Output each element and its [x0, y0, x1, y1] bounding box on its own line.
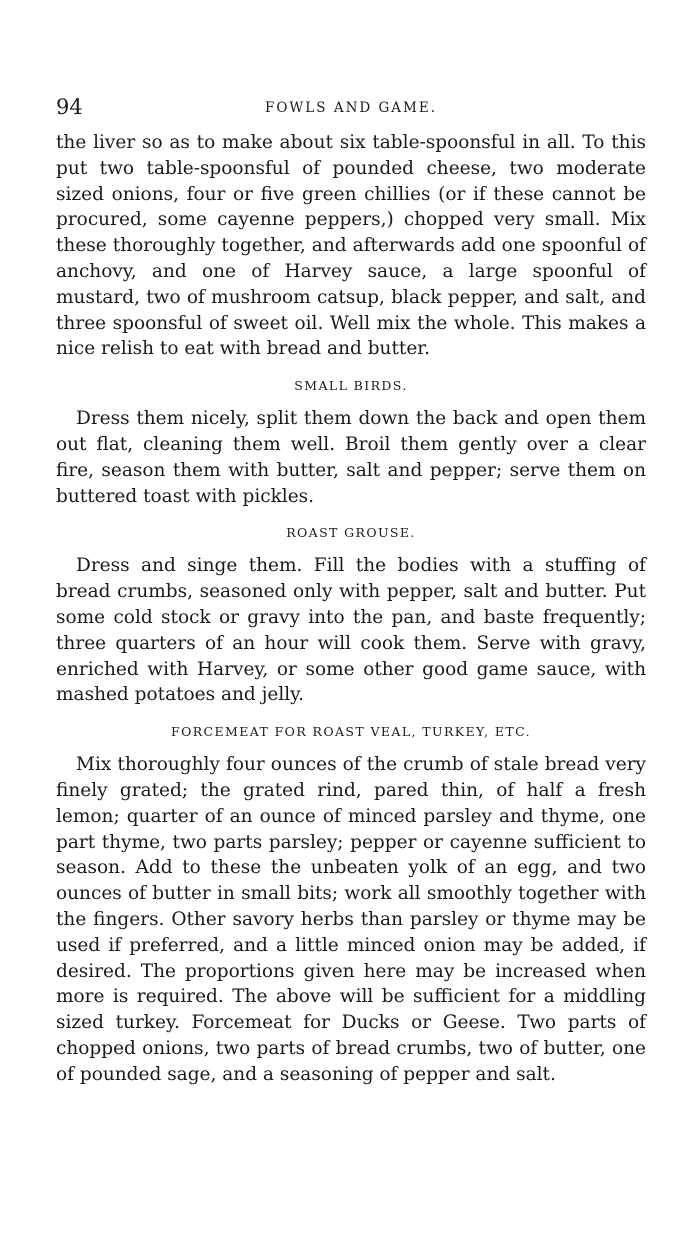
section-heading-roast-grouse: ROAST GROUSE.	[286, 525, 416, 541]
section-heading-small-birds: SMALL BIRDS.	[294, 378, 408, 394]
running-title: FOWLS AND GAME.	[265, 100, 437, 116]
recipe-paragraph-roast-grouse: Dress and singe them. Fill the bodies with a stuffing of bread crumbs, seasoned only with pepper, salt and butter. Put some cold stock or gravy into the pan, and baste frequently; three quarters of an hour will cook them. Serve with gravy, enriched with Harvey, or some other good game sauce, with mashed potatoes and jelly.	[56, 555, 646, 706]
recipe-paragraph-forcemeat: Mix thoroughly four ounces of the crumb of stale bread very finely grated; the grated rind, pared thin, of half a fresh lemon; quarter of an ounce of minced parsley and thyme, one part thyme, two parts parsley; pepper or cayenne sufficient to season. Add to these the unbeaten yolk of an egg, and two ounces of butter in small bits; work all smoothly together with the fingers. Other savory herbs than parsley or thyme may be used if preferred, and a little minced onion may be added, if desired. The proportions given here may be increased when more is required. The above will be sufficient for a middling sized turkey. Forcemeat for Ducks or Geese. Two parts of chopped onions, two parts of bread crumbs, two of butter, one of pounded sage, and a seasoning of pepper and salt.	[56, 754, 646, 1085]
book-page	[56, 92, 646, 1088]
running-head	[56, 92, 646, 122]
continuation-paragraph: the liver so as to make about six table-spoonsful in all. To this put two table-spoonsful of pounded cheese, two moderate sized onions, four or five green chillies (or if these cannot be procured, some cayenne peppers,) chopped very small. Mix these thoroughly together, and afterwards add one spoonful of anchovy, and one of Harvey sauce, a large spoonful of mustard, two of mushroom catsup, black pepper, and salt, and three spoonsful of sweet oil. Well mix the whole. This makes a nice relish to eat with bread and butter.	[56, 132, 646, 360]
section-heading-forcemeat: FORCEMEAT FOR ROAST VEAL, TURKEY, ETC.	[171, 724, 531, 740]
recipe-paragraph-small-birds: Dress them nicely, split them down the back and open them out flat, cleaning them well. Broil them gently over a clear fire, season them with butter, salt and pepper; serve them on buttered toast with pickles.	[56, 408, 646, 507]
page-number: 94	[56, 95, 83, 119]
